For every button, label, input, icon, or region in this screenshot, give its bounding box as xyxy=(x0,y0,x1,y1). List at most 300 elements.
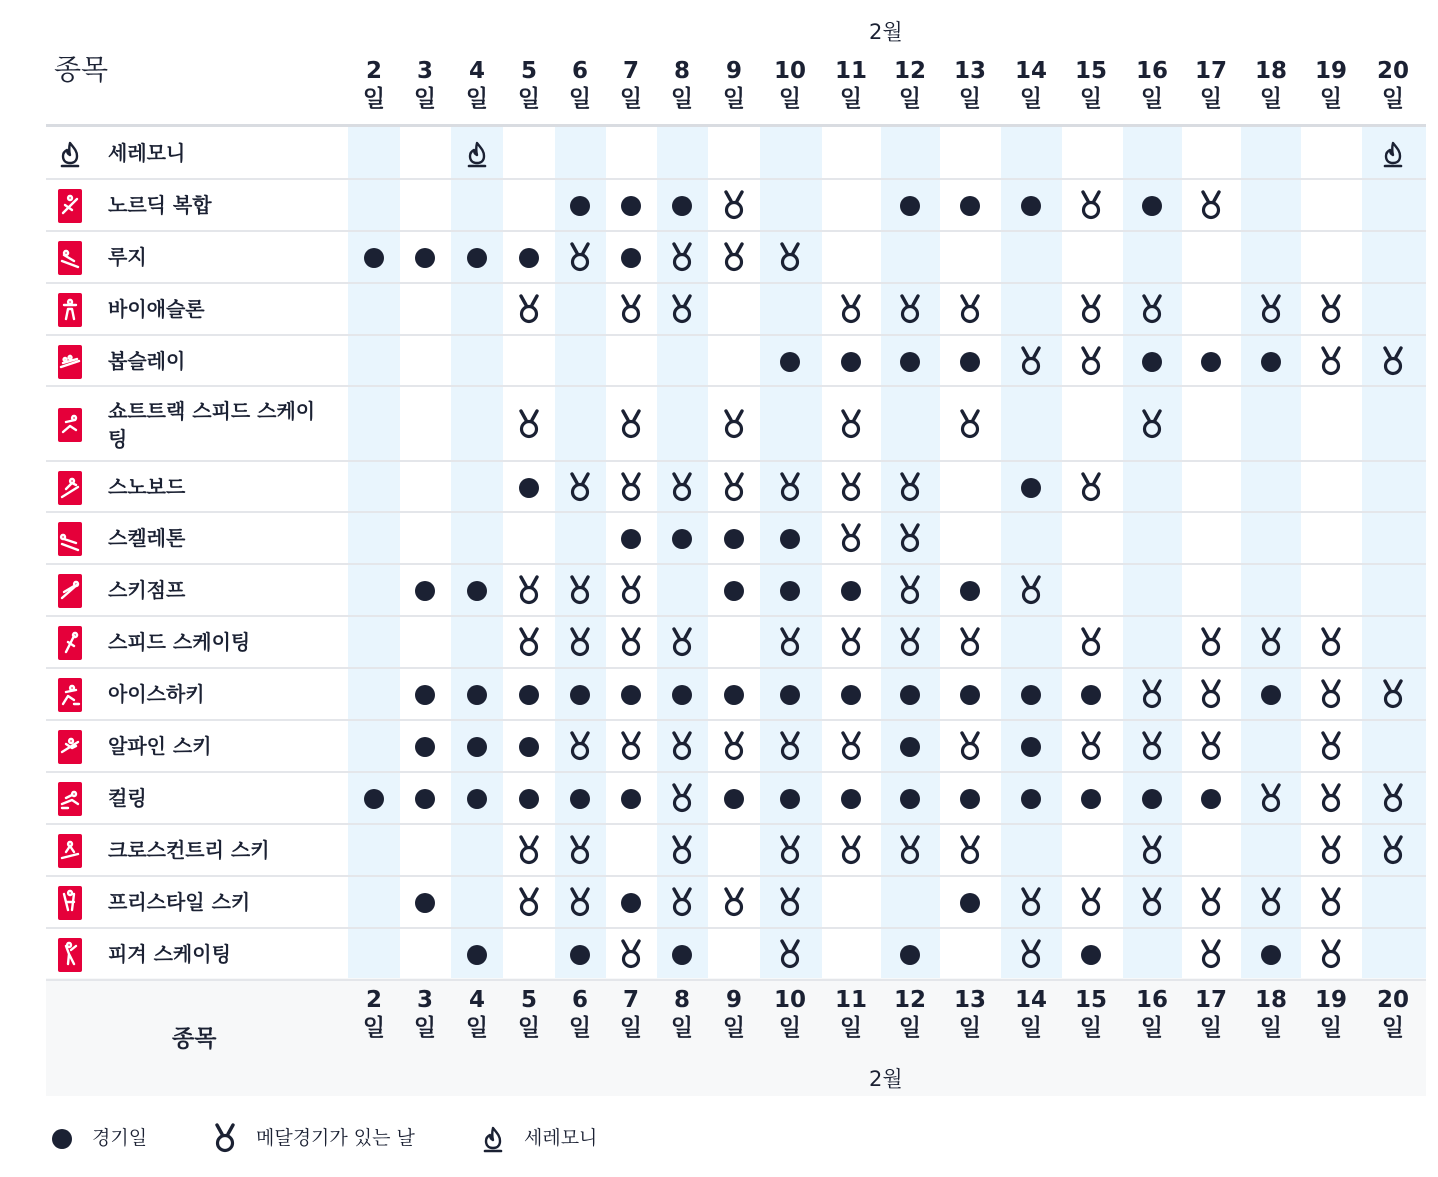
day-suffix: 일 xyxy=(465,1015,489,1041)
sport-ceremony-icon xyxy=(57,137,83,171)
day-header-bottom xyxy=(884,986,936,1042)
medal-icon xyxy=(1198,730,1224,764)
day-suffix: 일 xyxy=(670,1015,694,1041)
day-number: 17 xyxy=(1194,987,1227,1013)
event-dot-icon xyxy=(957,574,983,608)
sport-name: 피겨 스케이팅 xyxy=(108,942,231,966)
medal-icon xyxy=(957,730,983,764)
day-suffix: 일 xyxy=(1381,86,1405,112)
day-suffix: 일 xyxy=(1140,86,1164,112)
medal-icon xyxy=(721,241,747,275)
day-number: 20 xyxy=(1376,58,1409,84)
day-number: 17 xyxy=(1194,58,1227,84)
medal-icon xyxy=(1380,834,1406,868)
sport-name: 스키점프 xyxy=(108,578,186,602)
day-number: 8 xyxy=(673,987,690,1013)
row-divider xyxy=(46,875,1426,877)
day-suffix: 일 xyxy=(1019,1015,1043,1041)
bobsleigh-icon xyxy=(58,345,82,379)
day-number: 14 xyxy=(1014,58,1047,84)
medal-icon xyxy=(567,241,593,275)
medal-icon xyxy=(1139,678,1165,712)
medal-icon xyxy=(567,730,593,764)
event-dot-icon xyxy=(1258,678,1284,712)
medal-icon xyxy=(1258,293,1284,327)
day-header-bottom xyxy=(708,986,760,1042)
day-header-top xyxy=(554,57,606,113)
medal-icon xyxy=(1078,189,1104,223)
short-track-icon xyxy=(58,408,82,442)
day-suffix: 일 xyxy=(898,86,922,112)
medal-icon xyxy=(618,938,644,972)
day-number: 19 xyxy=(1314,987,1347,1013)
day-number: 3 xyxy=(416,58,433,84)
event-dot-icon xyxy=(1139,189,1165,223)
medal-icon xyxy=(1018,345,1044,379)
event-dot-icon xyxy=(777,782,803,816)
day-number: 5 xyxy=(520,987,537,1013)
sport-name: 스피드 스케이팅 xyxy=(108,630,251,654)
cross-country-icon xyxy=(58,834,82,868)
speed-skating-icon xyxy=(58,626,82,660)
month-label-bottom: 2월 xyxy=(869,1067,903,1091)
medal-icon xyxy=(516,886,542,920)
event-dot-icon xyxy=(1258,938,1284,972)
medal-icon xyxy=(1380,345,1406,379)
row-divider xyxy=(46,563,1426,565)
medal-icon xyxy=(838,522,864,556)
medal-icon xyxy=(516,408,542,442)
medal-icon xyxy=(1318,678,1344,712)
sport-name: 루지 xyxy=(108,245,147,269)
day-header-bottom xyxy=(503,986,555,1042)
medal-icon xyxy=(618,471,644,505)
event-dot-icon xyxy=(957,345,983,379)
day-number: 16 xyxy=(1135,58,1168,84)
event-dot-icon xyxy=(1018,678,1044,712)
medal-icon xyxy=(838,293,864,327)
medal-icon xyxy=(1318,730,1344,764)
day-suffix: 일 xyxy=(1079,1015,1103,1041)
event-dot-icon xyxy=(618,886,644,920)
medal-icon xyxy=(1139,886,1165,920)
event-dot-icon xyxy=(464,730,490,764)
day-header-bottom xyxy=(399,986,451,1042)
day-suffix: 일 xyxy=(1319,1015,1343,1041)
event-dot-icon xyxy=(618,189,644,223)
medal-icon xyxy=(567,574,593,608)
event-dot-icon xyxy=(1139,345,1165,379)
medal-icon xyxy=(516,626,542,660)
day-number: 6 xyxy=(571,58,588,84)
medal-icon xyxy=(838,834,864,868)
medal-icon xyxy=(567,834,593,868)
sport-name: 컬링 xyxy=(108,786,147,810)
legend-label: 경기일 xyxy=(92,1127,148,1149)
snowboard-icon xyxy=(58,471,82,505)
medal-icon xyxy=(957,626,983,660)
event-dot-icon xyxy=(777,345,803,379)
medal-icon xyxy=(1018,574,1044,608)
day-suffix: 일 xyxy=(362,1015,386,1041)
day-header-bottom xyxy=(1005,986,1057,1042)
day-header-top xyxy=(451,57,503,113)
medal-icon xyxy=(1258,886,1284,920)
medal-icon xyxy=(1139,730,1165,764)
medal-icon xyxy=(1139,293,1165,327)
day-number: 7 xyxy=(622,987,639,1013)
sport-name: 바이애슬론 xyxy=(108,297,205,321)
medal-icon xyxy=(721,730,747,764)
event-dot-icon xyxy=(897,730,923,764)
day-number: 16 xyxy=(1135,987,1168,1013)
legend-flame-icon xyxy=(480,1122,506,1156)
day-header-bottom xyxy=(1126,986,1178,1042)
day-header-top xyxy=(1185,57,1237,113)
event-dot-icon xyxy=(1078,938,1104,972)
medal-icon xyxy=(669,834,695,868)
medal-icon xyxy=(838,626,864,660)
medal-icon xyxy=(1078,293,1104,327)
row-divider xyxy=(46,334,1426,336)
event-dot-icon xyxy=(897,345,923,379)
day-number: 18 xyxy=(1254,987,1287,1013)
medal-icon xyxy=(1318,938,1344,972)
event-dot-icon xyxy=(361,782,387,816)
sport-column-heading: 종목 xyxy=(54,53,109,86)
day-suffix: 일 xyxy=(465,86,489,112)
medal-icon xyxy=(618,730,644,764)
medal-icon xyxy=(897,293,923,327)
day-suffix: 일 xyxy=(670,86,694,112)
day-header-bottom xyxy=(1305,986,1357,1042)
event-dot-icon xyxy=(1018,471,1044,505)
row-divider xyxy=(46,979,1426,981)
row-divider xyxy=(46,927,1426,929)
medal-icon xyxy=(669,293,695,327)
day-suffix: 일 xyxy=(619,86,643,112)
day-suffix: 일 xyxy=(568,86,592,112)
day-suffix: 일 xyxy=(517,1015,541,1041)
medal-icon xyxy=(1198,678,1224,712)
row-divider xyxy=(46,667,1426,669)
day-suffix: 일 xyxy=(568,1015,592,1041)
day-suffix: 일 xyxy=(362,86,386,112)
day-suffix: 일 xyxy=(778,1015,802,1041)
event-dot-icon xyxy=(516,730,542,764)
medal-icon xyxy=(777,241,803,275)
event-dot-icon xyxy=(838,678,864,712)
day-number: 2 xyxy=(365,987,382,1013)
medal-icon xyxy=(669,471,695,505)
medal-icon xyxy=(618,408,644,442)
event-dot-icon xyxy=(838,574,864,608)
medal-icon xyxy=(777,730,803,764)
day-number: 9 xyxy=(725,58,742,84)
legend-medal-icon xyxy=(212,1122,238,1156)
day-header-bottom xyxy=(554,986,606,1042)
row-divider xyxy=(46,230,1426,232)
day-header-top xyxy=(1005,57,1057,113)
event-dot-icon xyxy=(412,678,438,712)
day-header-top xyxy=(1126,57,1178,113)
day-suffix: 일 xyxy=(722,86,746,112)
day-suffix: 일 xyxy=(1079,86,1103,112)
day-number: 15 xyxy=(1074,58,1107,84)
day-suffix: 일 xyxy=(517,86,541,112)
event-dot-icon xyxy=(957,189,983,223)
event-dot-icon xyxy=(1078,782,1104,816)
medal-icon xyxy=(516,293,542,327)
day-header-bottom xyxy=(825,986,877,1042)
medal-icon xyxy=(669,782,695,816)
medal-icon xyxy=(838,408,864,442)
event-dot-icon xyxy=(618,678,644,712)
event-dot-icon xyxy=(957,678,983,712)
row-divider xyxy=(46,178,1426,180)
ice-hockey-icon xyxy=(58,678,82,712)
medal-icon xyxy=(516,834,542,868)
medal-icon xyxy=(567,626,593,660)
event-dot-icon xyxy=(777,522,803,556)
event-dot-icon xyxy=(1198,345,1224,379)
day-number: 5 xyxy=(520,58,537,84)
event-dot-icon xyxy=(464,782,490,816)
medal-icon xyxy=(1380,678,1406,712)
day-header-top xyxy=(944,57,996,113)
sport-name: 쇼트트랙 스피드 스케이 xyxy=(108,399,316,423)
day-header-top xyxy=(1305,57,1357,113)
medal-icon xyxy=(777,938,803,972)
day-number: 11 xyxy=(834,58,867,84)
day-suffix: 일 xyxy=(958,86,982,112)
day-suffix: 일 xyxy=(1199,1015,1223,1041)
event-dot-icon xyxy=(721,678,747,712)
day-suffix: 일 xyxy=(1259,86,1283,112)
sport-column-heading-bottom: 종목 xyxy=(172,1026,217,1052)
day-suffix: 일 xyxy=(1259,1015,1283,1041)
ceremony-flame-icon xyxy=(464,137,490,171)
event-dot-icon xyxy=(412,241,438,275)
event-dot-icon xyxy=(412,782,438,816)
event-dot-icon xyxy=(516,678,542,712)
medal-icon xyxy=(1258,782,1284,816)
event-dot-icon xyxy=(567,938,593,972)
medal-icon xyxy=(1198,189,1224,223)
day-number: 13 xyxy=(953,58,986,84)
event-dot-icon xyxy=(618,241,644,275)
day-suffix: 일 xyxy=(413,1015,437,1041)
nordic-combined-icon xyxy=(58,189,82,223)
row-divider xyxy=(46,719,1426,721)
day-number: 4 xyxy=(468,987,485,1013)
day-header-top xyxy=(656,57,708,113)
event-dot-icon xyxy=(957,886,983,920)
medal-icon xyxy=(1078,471,1104,505)
row-divider xyxy=(46,385,1426,387)
medal-icon xyxy=(897,834,923,868)
medal-icon xyxy=(669,241,695,275)
medal-icon xyxy=(516,574,542,608)
day-header-top xyxy=(503,57,555,113)
medal-icon xyxy=(897,626,923,660)
medal-icon xyxy=(669,886,695,920)
day-header-bottom xyxy=(1245,986,1297,1042)
day-suffix: 일 xyxy=(839,86,863,112)
event-dot-icon xyxy=(516,782,542,816)
header-divider xyxy=(46,124,1426,127)
day-header-bottom xyxy=(348,986,400,1042)
medal-icon xyxy=(777,886,803,920)
medal-icon xyxy=(1139,408,1165,442)
medal-icon xyxy=(957,834,983,868)
event-dot-icon xyxy=(412,886,438,920)
sport-name: 프리스타일 스키 xyxy=(108,890,251,914)
medal-icon xyxy=(1078,730,1104,764)
event-dot-icon xyxy=(412,574,438,608)
month-label-top: 2월 xyxy=(869,20,903,44)
luge-icon xyxy=(58,241,82,275)
medal-icon xyxy=(1380,782,1406,816)
curling-icon xyxy=(58,782,82,816)
day-header-bottom xyxy=(764,986,816,1042)
day-header-top xyxy=(764,57,816,113)
day-number: 2 xyxy=(365,58,382,84)
event-dot-icon xyxy=(669,678,695,712)
medal-icon xyxy=(897,471,923,505)
sport-name: 세레모니 xyxy=(108,141,186,165)
day-number: 9 xyxy=(725,987,742,1013)
medal-icon xyxy=(1078,626,1104,660)
skeleton-icon xyxy=(58,522,82,556)
medal-icon xyxy=(669,730,695,764)
day-header-top xyxy=(825,57,877,113)
sport-name: 알파인 스키 xyxy=(108,734,212,758)
medal-icon xyxy=(567,886,593,920)
event-dot-icon xyxy=(838,345,864,379)
event-dot-icon xyxy=(1198,782,1224,816)
day-number: 19 xyxy=(1314,58,1347,84)
medal-icon xyxy=(1018,886,1044,920)
medal-icon xyxy=(1318,886,1344,920)
sport-name: 노르딕 복합 xyxy=(108,193,212,217)
day-header-top xyxy=(1245,57,1297,113)
day-header-bottom xyxy=(1367,986,1419,1042)
medal-icon xyxy=(838,730,864,764)
medal-icon xyxy=(777,834,803,868)
medal-icon xyxy=(721,886,747,920)
day-column-shade xyxy=(1001,127,1062,980)
day-suffix: 일 xyxy=(778,86,802,112)
event-dot-icon xyxy=(669,522,695,556)
day-suffix: 일 xyxy=(1019,86,1043,112)
figure-skating-icon xyxy=(58,938,82,972)
legend-label: 메달경기가 있는 날 xyxy=(256,1127,415,1149)
medal-icon xyxy=(618,574,644,608)
event-dot-icon xyxy=(1018,730,1044,764)
sport-name: 스켈레톤 xyxy=(108,526,186,550)
medal-icon xyxy=(1078,886,1104,920)
event-dot-icon xyxy=(464,241,490,275)
row-divider xyxy=(46,511,1426,513)
medal-icon xyxy=(1139,834,1165,868)
sport-name: 봅슬레이 xyxy=(108,349,186,373)
event-dot-icon xyxy=(721,574,747,608)
medal-icon xyxy=(1318,782,1344,816)
medal-icon xyxy=(777,626,803,660)
event-dot-icon xyxy=(897,189,923,223)
event-dot-icon xyxy=(1139,782,1165,816)
event-dot-icon xyxy=(567,782,593,816)
day-header-bottom xyxy=(1065,986,1117,1042)
day-number: 10 xyxy=(773,987,806,1013)
day-header-bottom xyxy=(944,986,996,1042)
day-suffix: 일 xyxy=(958,1015,982,1041)
sport-name: 스노보드 xyxy=(108,475,186,499)
event-dot-icon xyxy=(721,782,747,816)
medal-icon xyxy=(838,471,864,505)
event-dot-icon xyxy=(567,189,593,223)
event-dot-icon xyxy=(669,938,695,972)
medal-icon xyxy=(777,471,803,505)
event-dot-icon xyxy=(1018,782,1044,816)
day-number: 3 xyxy=(416,987,433,1013)
alpine-skiing-icon xyxy=(58,730,82,764)
biathlon-icon xyxy=(58,293,82,327)
event-dot-icon xyxy=(464,938,490,972)
day-number: 14 xyxy=(1014,987,1047,1013)
event-dot-icon xyxy=(412,730,438,764)
event-dot-icon xyxy=(1078,678,1104,712)
legend-label: 세레모니 xyxy=(524,1127,598,1149)
event-dot-icon xyxy=(361,241,387,275)
day-suffix: 일 xyxy=(722,1015,746,1041)
day-header-top xyxy=(399,57,451,113)
medal-icon xyxy=(669,626,695,660)
medal-icon xyxy=(721,189,747,223)
day-number: 6 xyxy=(571,987,588,1013)
day-number: 18 xyxy=(1254,58,1287,84)
ceremony-flame-icon xyxy=(1380,137,1406,171)
medal-icon xyxy=(957,408,983,442)
day-header-bottom xyxy=(451,986,503,1042)
medal-icon xyxy=(721,471,747,505)
medal-icon xyxy=(1318,626,1344,660)
day-suffix: 일 xyxy=(839,1015,863,1041)
medal-icon xyxy=(1198,626,1224,660)
medal-icon xyxy=(897,574,923,608)
medal-icon xyxy=(618,626,644,660)
day-number: 15 xyxy=(1074,987,1107,1013)
day-suffix: 일 xyxy=(898,1015,922,1041)
day-number: 11 xyxy=(834,987,867,1013)
day-number: 12 xyxy=(893,987,926,1013)
event-dot-icon xyxy=(516,241,542,275)
event-dot-icon xyxy=(1258,345,1284,379)
event-dot-icon xyxy=(838,782,864,816)
sport-name-wrap: 팅 xyxy=(108,427,128,451)
medal-icon xyxy=(1018,938,1044,972)
day-suffix: 일 xyxy=(1381,1015,1405,1041)
day-number: 12 xyxy=(893,58,926,84)
day-header-top xyxy=(1065,57,1117,113)
event-dot-icon xyxy=(897,782,923,816)
day-number: 13 xyxy=(953,987,986,1013)
day-header-top xyxy=(884,57,936,113)
day-header-top xyxy=(348,57,400,113)
day-header-bottom xyxy=(1185,986,1237,1042)
medal-icon xyxy=(618,293,644,327)
